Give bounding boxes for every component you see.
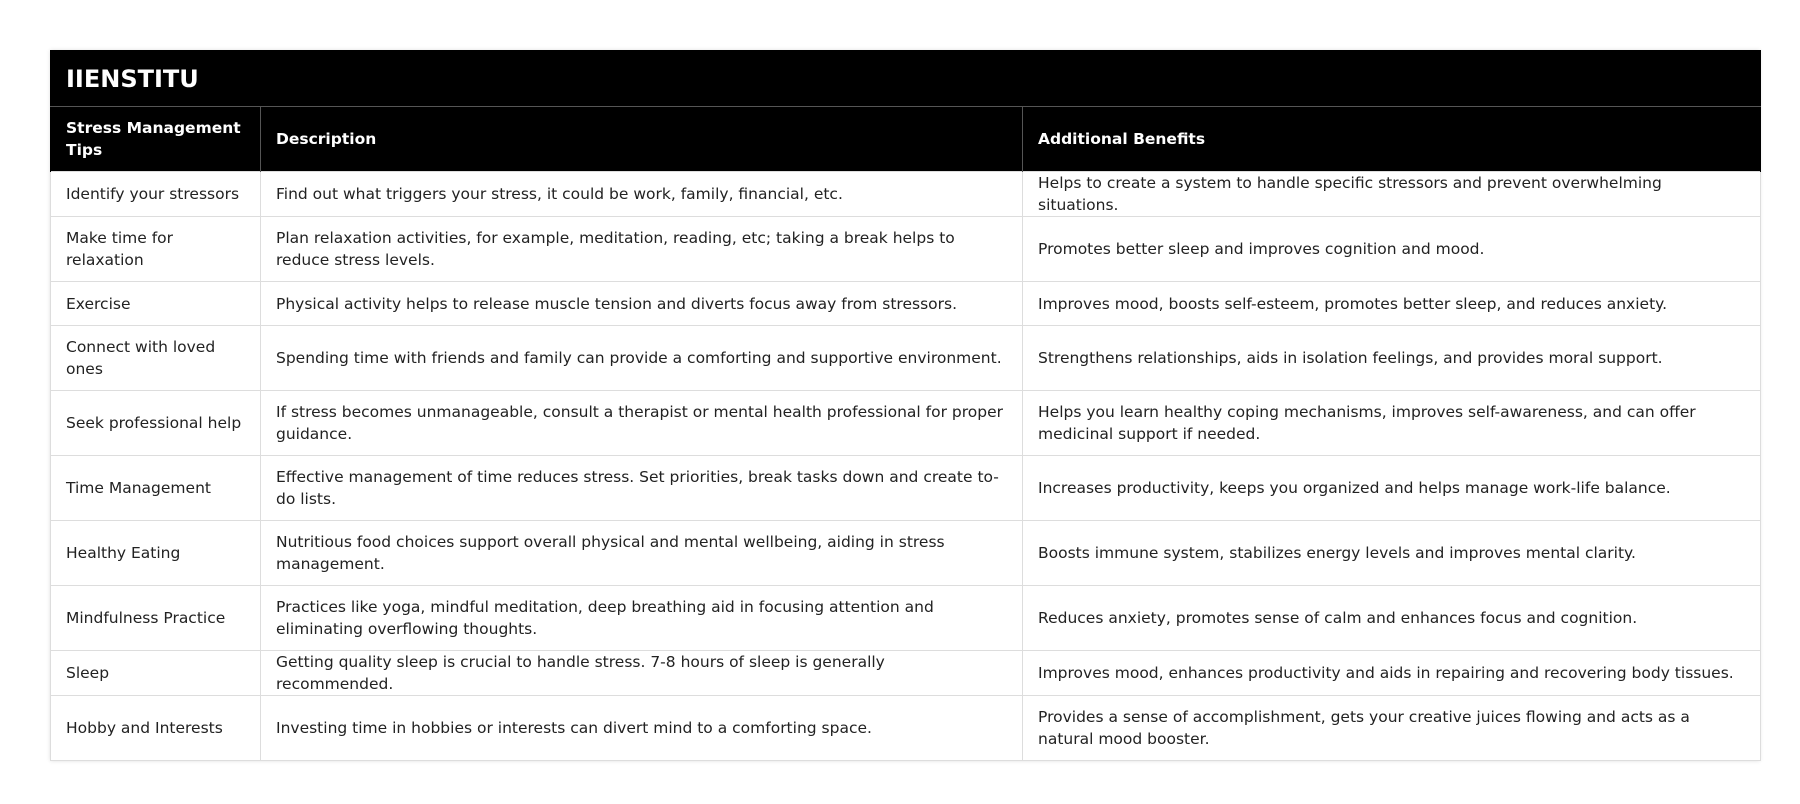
tip-cell: Seek professional help: [51, 391, 261, 456]
tip-cell: Time Management: [51, 456, 261, 521]
column-header-description: Description: [261, 107, 1023, 172]
description-cell: Nutritious food choices support overall physical and mental wellbeing, aiding in stress management.: [261, 521, 1023, 586]
brand-row: [51, 51, 1761, 107]
table-row: [51, 586, 1761, 651]
table-row: [51, 217, 1761, 282]
benefits-cell: Helps you learn healthy coping mechanisms, improves self-awareness, and can offer medicinal support if needed.: [1023, 391, 1761, 456]
tip-cell: Connect with loved ones: [51, 326, 261, 391]
description-cell: Effective management of time reduces stress. Set priorities, break tasks down and create to-do lists.: [261, 456, 1023, 521]
table-row: [51, 651, 1761, 696]
tip-cell: Exercise: [51, 282, 261, 326]
table-row: [51, 456, 1761, 521]
description-cell: If stress becomes unmanageable, consult a therapist or mental health professional for proper guidance.: [261, 391, 1023, 456]
tip-cell: Identify your stressors: [51, 172, 261, 217]
description-cell: Plan relaxation activities, for example, meditation, reading, etc; taking a break helps to reduce stress levels.: [261, 217, 1023, 282]
benefits-cell: Improves mood, boosts self-esteem, promotes better sleep, and reduces anxiety.: [1023, 282, 1761, 326]
description-cell: Spending time with friends and family can provide a comforting and supportive environment.: [261, 326, 1023, 391]
benefits-cell: Reduces anxiety, promotes sense of calm and enhances focus and cognition.: [1023, 586, 1761, 651]
table-row: [51, 326, 1761, 391]
description-cell: Practices like yoga, mindful meditation, deep breathing aid in focusing attention and eliminating overflowing thoughts.: [261, 586, 1023, 651]
column-header-tips: Stress Management Tips: [51, 107, 261, 172]
table-row: [51, 282, 1761, 326]
brand-title: IIENSTITU: [51, 51, 1761, 107]
tip-cell: Mindfulness Practice: [51, 586, 261, 651]
description-cell: Investing time in hobbies or interests can divert mind to a comforting space.: [261, 696, 1023, 761]
tip-cell: Make time for relaxation: [51, 217, 261, 282]
benefits-cell: Helps to create a system to handle specific stressors and prevent overwhelming situations.: [1023, 172, 1761, 217]
table-row: [51, 172, 1761, 217]
description-cell: Physical activity helps to release muscle tension and diverts focus away from stressors.: [261, 282, 1023, 326]
benefits-cell: Increases productivity, keeps you organized and helps manage work-life balance.: [1023, 456, 1761, 521]
benefits-cell: Provides a sense of accomplishment, gets your creative juices flowing and acts as a natural mood booster.: [1023, 696, 1761, 761]
stress-management-table: [50, 50, 1761, 761]
table-row: [51, 391, 1761, 456]
tip-cell: Hobby and Interests: [51, 696, 261, 761]
benefits-cell: Promotes better sleep and improves cognition and mood.: [1023, 217, 1761, 282]
benefits-cell: Improves mood, enhances productivity and aids in repairing and recovering body tissues.: [1023, 651, 1761, 696]
benefits-cell: Strengthens relationships, aids in isolation feelings, and provides moral support.: [1023, 326, 1761, 391]
description-cell: Getting quality sleep is crucial to handle stress. 7-8 hours of sleep is generally recommended.: [261, 651, 1023, 696]
tip-cell: Healthy Eating: [51, 521, 261, 586]
table-row: [51, 521, 1761, 586]
description-cell: Find out what triggers your stress, it could be work, family, financial, etc.: [261, 172, 1023, 217]
table-row: [51, 696, 1761, 761]
tip-cell: Sleep: [51, 651, 261, 696]
header-row: [51, 107, 1761, 172]
benefits-cell: Boosts immune system, stabilizes energy levels and improves mental clarity.: [1023, 521, 1761, 586]
tips-table-container: [50, 50, 1760, 761]
column-header-benefits: Additional Benefits: [1023, 107, 1761, 172]
